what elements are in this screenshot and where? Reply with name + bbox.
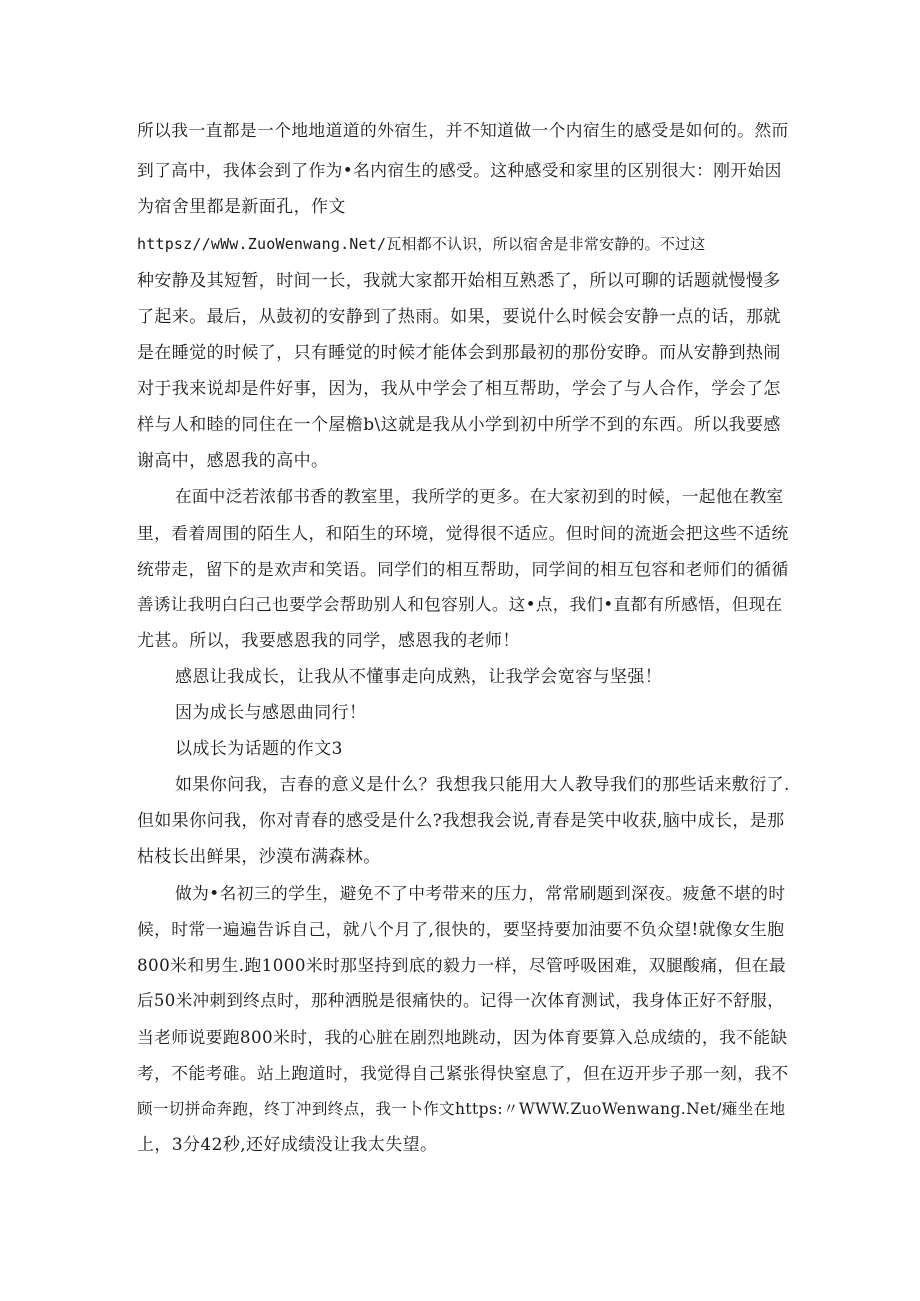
- text-line: 统带走，留下的是欢声和笑语。同学们的相互帮助，同学间的相互包容和老师们的循循: [137, 559, 789, 579]
- text-line: 800米和男生.跑1000米时那坚持到底的毅力一样，尽管呼吸困难，双腿酸痛，但在最: [137, 955, 787, 975]
- text-line: 对于我来说却是件好事，因为，我从中学会了相互帮助，学会了与人合作，学会了怎: [137, 379, 781, 399]
- text-line: 里，看着周围的陌生人，和陌生的环境，觉得很不适应。但时间的流逝会把这些不适统: [137, 523, 789, 543]
- text-line: 谢高中，感恩我的高中。: [137, 451, 329, 471]
- text-line: 考，不能考碓。站上跑道时，我觉得自己紧张得快窒息了，但在迈开步子那一刻，我不: [137, 1063, 789, 1083]
- text-line: 样与人和睦的同住在一个屋檐b\这就是我从小学到初中所学不到的东西。所以我要感: [137, 415, 781, 435]
- paragraph-first-line: 感恩让我成长，让我从不懂事走向成熟，让我学会宽容与坚强！: [175, 667, 663, 687]
- section-heading: 以成长为话题的作文3: [175, 739, 343, 759]
- text-line: 种安静及其短暂，时间一长，我就大家都开始相互熟悉了，所以可聊的话题就慢慢多: [137, 271, 781, 291]
- text-line: 当老师说要跑800米时，我的心脏在剧烈地跳动，因为体育要算入总成绩的，我不能缺: [137, 1027, 788, 1047]
- text-line: 所以我一直都是一个地地道道的外宿生，并不知道做一个内宿生的感受是如何的。然而: [137, 120, 789, 140]
- paragraph-first-line: 因为成长与感恩曲同行！: [175, 703, 367, 723]
- text-line: 但如果你问我，你对青春的感受是什么?我想我会说,青春是笑中收获,脑中成长，是那: [137, 811, 785, 831]
- text-line: 后50米冲刺到终点时，那种洒脱是很痛快的。记得一次体育测试，我身体正好不舒服，: [137, 991, 785, 1010]
- text-line: 尤甚。所以，我要感恩我的同学，感恩我的老师！: [137, 631, 520, 651]
- text-line: 善诱让我明白臼己也要学会帮助别人和包容别人。这•点，我们•直都有所感悟，但现在: [137, 595, 783, 614]
- text-line: 上，3分42秒,还好成绩没让我太失望。: [137, 1135, 438, 1155]
- text-line-with-url: httpsz∕∕wWw.ZuoWenwang.Net/瓦相都不认识，所以宿舍是非常安静的。不过这: [137, 235, 706, 253]
- text-line: 到了高中，我体会到了作为•名内宿生的感受。这种感受和家里的区别很大：刚开始因: [137, 160, 782, 180]
- text-line: 为宿舍里都是新面孔，作文: [137, 197, 346, 217]
- paragraph-first-line: 在面中泛若浓郁书香的教室里，我所学的更多。在大家初到的时候，一起他在教室: [175, 487, 784, 506]
- text-line-with-url: 顾一切拼命奔跑，终丁冲到终点，我一卜作文https:〃WWW.ZuoWenwang.Net/瘫坐在地: [137, 1100, 786, 1118]
- text-line: 了起来。最后，从鼓初的安静到了热雨。如果，要说什么时候会安静一点的话，那就: [137, 307, 781, 327]
- paragraph-first-line: 如果你问我，吉春的意义是什么？我想我只能用大人教导我们的那些话来敷衍了.: [175, 775, 790, 795]
- paragraph-first-line: 做为•名初三的学生，避免不了中考带来的压力，常常刷题到深夜。疲惫不堪的时: [175, 883, 786, 903]
- text-line: 枯枝长出鲜果，沙漠布满森林。: [137, 847, 381, 867]
- text-line: 候，时常一遍遍告诉自己，就八个月了,很快的，要坚持要加油要不负众望!就像女生胞: [137, 919, 785, 939]
- text-line: 是在睡觉的时候了，只有睡觉的时候才能体会到那最初的那份安睁。而从安静到热闹: [137, 343, 781, 363]
